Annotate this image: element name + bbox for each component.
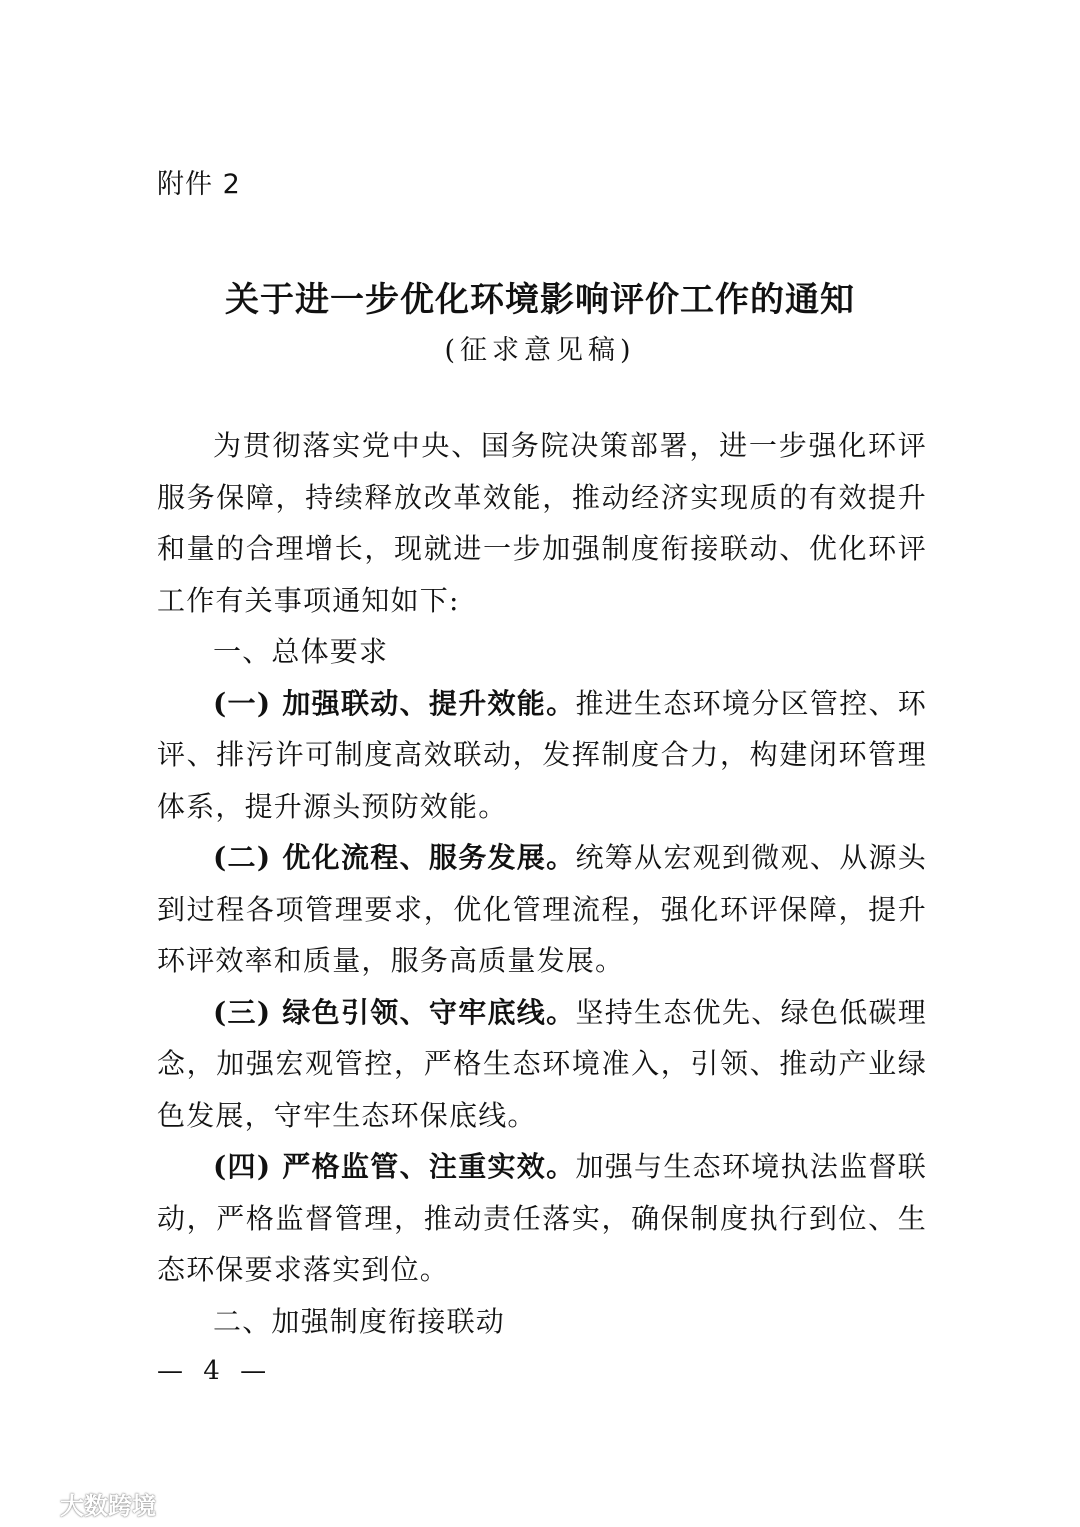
document-body bbox=[157, 420, 927, 1347]
item-paragraph-4 bbox=[157, 1141, 927, 1296]
attachment-label: 附件 2 bbox=[157, 169, 241, 200]
watermark-text: 大数跨境 bbox=[60, 1492, 156, 1520]
item-text-3: 坚持生态优先、绿色低碳理念，加强宏观管控，严格生态环境准入，引领、推动产业绿色发展，守牢生态环保底线。 bbox=[157, 995, 928, 1132]
item-lead-3: (三) 绿色引领、守牢底线。 bbox=[213, 995, 576, 1029]
document-subtitle: (征求意见稿) bbox=[444, 335, 636, 366]
watermark bbox=[10, 1486, 156, 1521]
item-lead-2: (二) 优化流程、服务发展。 bbox=[213, 841, 576, 874]
item-text-1: 推进生态环境分区管控、环评、排污许可制度高效联动，发挥制度合力，构建闭环管理体系，提升源头预防效能。 bbox=[157, 686, 928, 823]
item-text-4: 加强与生态环境执法监督联动，严格监督管理，推动责任落实，确保制度执行到位、生态环保要求落实到位。 bbox=[157, 1150, 928, 1286]
item-lead-1: (一) 加强联动、提升效能。 bbox=[213, 686, 576, 720]
item-text-2: 统筹从宏观到微观、从源头到过程各项管理要求，优化管理流程，强化环评保障，提升环评效率和质量，服务高质量发展。 bbox=[157, 841, 928, 977]
section-heading-2: 二、加强制度衔接联动 bbox=[213, 1304, 506, 1338]
item-paragraph-1 bbox=[157, 678, 927, 833]
item-paragraph-3 bbox=[157, 987, 927, 1142]
chat-bubble-logo-icon bbox=[10, 1490, 54, 1518]
page-number: — 4 — bbox=[157, 1356, 273, 1386]
document-title: 关于进一步优化环境影响评价工作的通知 bbox=[225, 280, 855, 320]
item-lead-4: (四) 严格监管、注重实效。 bbox=[213, 1150, 576, 1183]
section-heading-1: 一、总体要求 bbox=[213, 635, 389, 668]
item-paragraph-2 bbox=[157, 832, 927, 987]
intro-paragraph: 为贯彻落实党中央、国务院决策部署，进一步强化环评服务保障，持续释放改革效能，推动经济实现质的有效提升和量的合理增长，现就进一步加强制度衔接联动、优化环评工作有关事项通知如下: bbox=[157, 429, 927, 617]
